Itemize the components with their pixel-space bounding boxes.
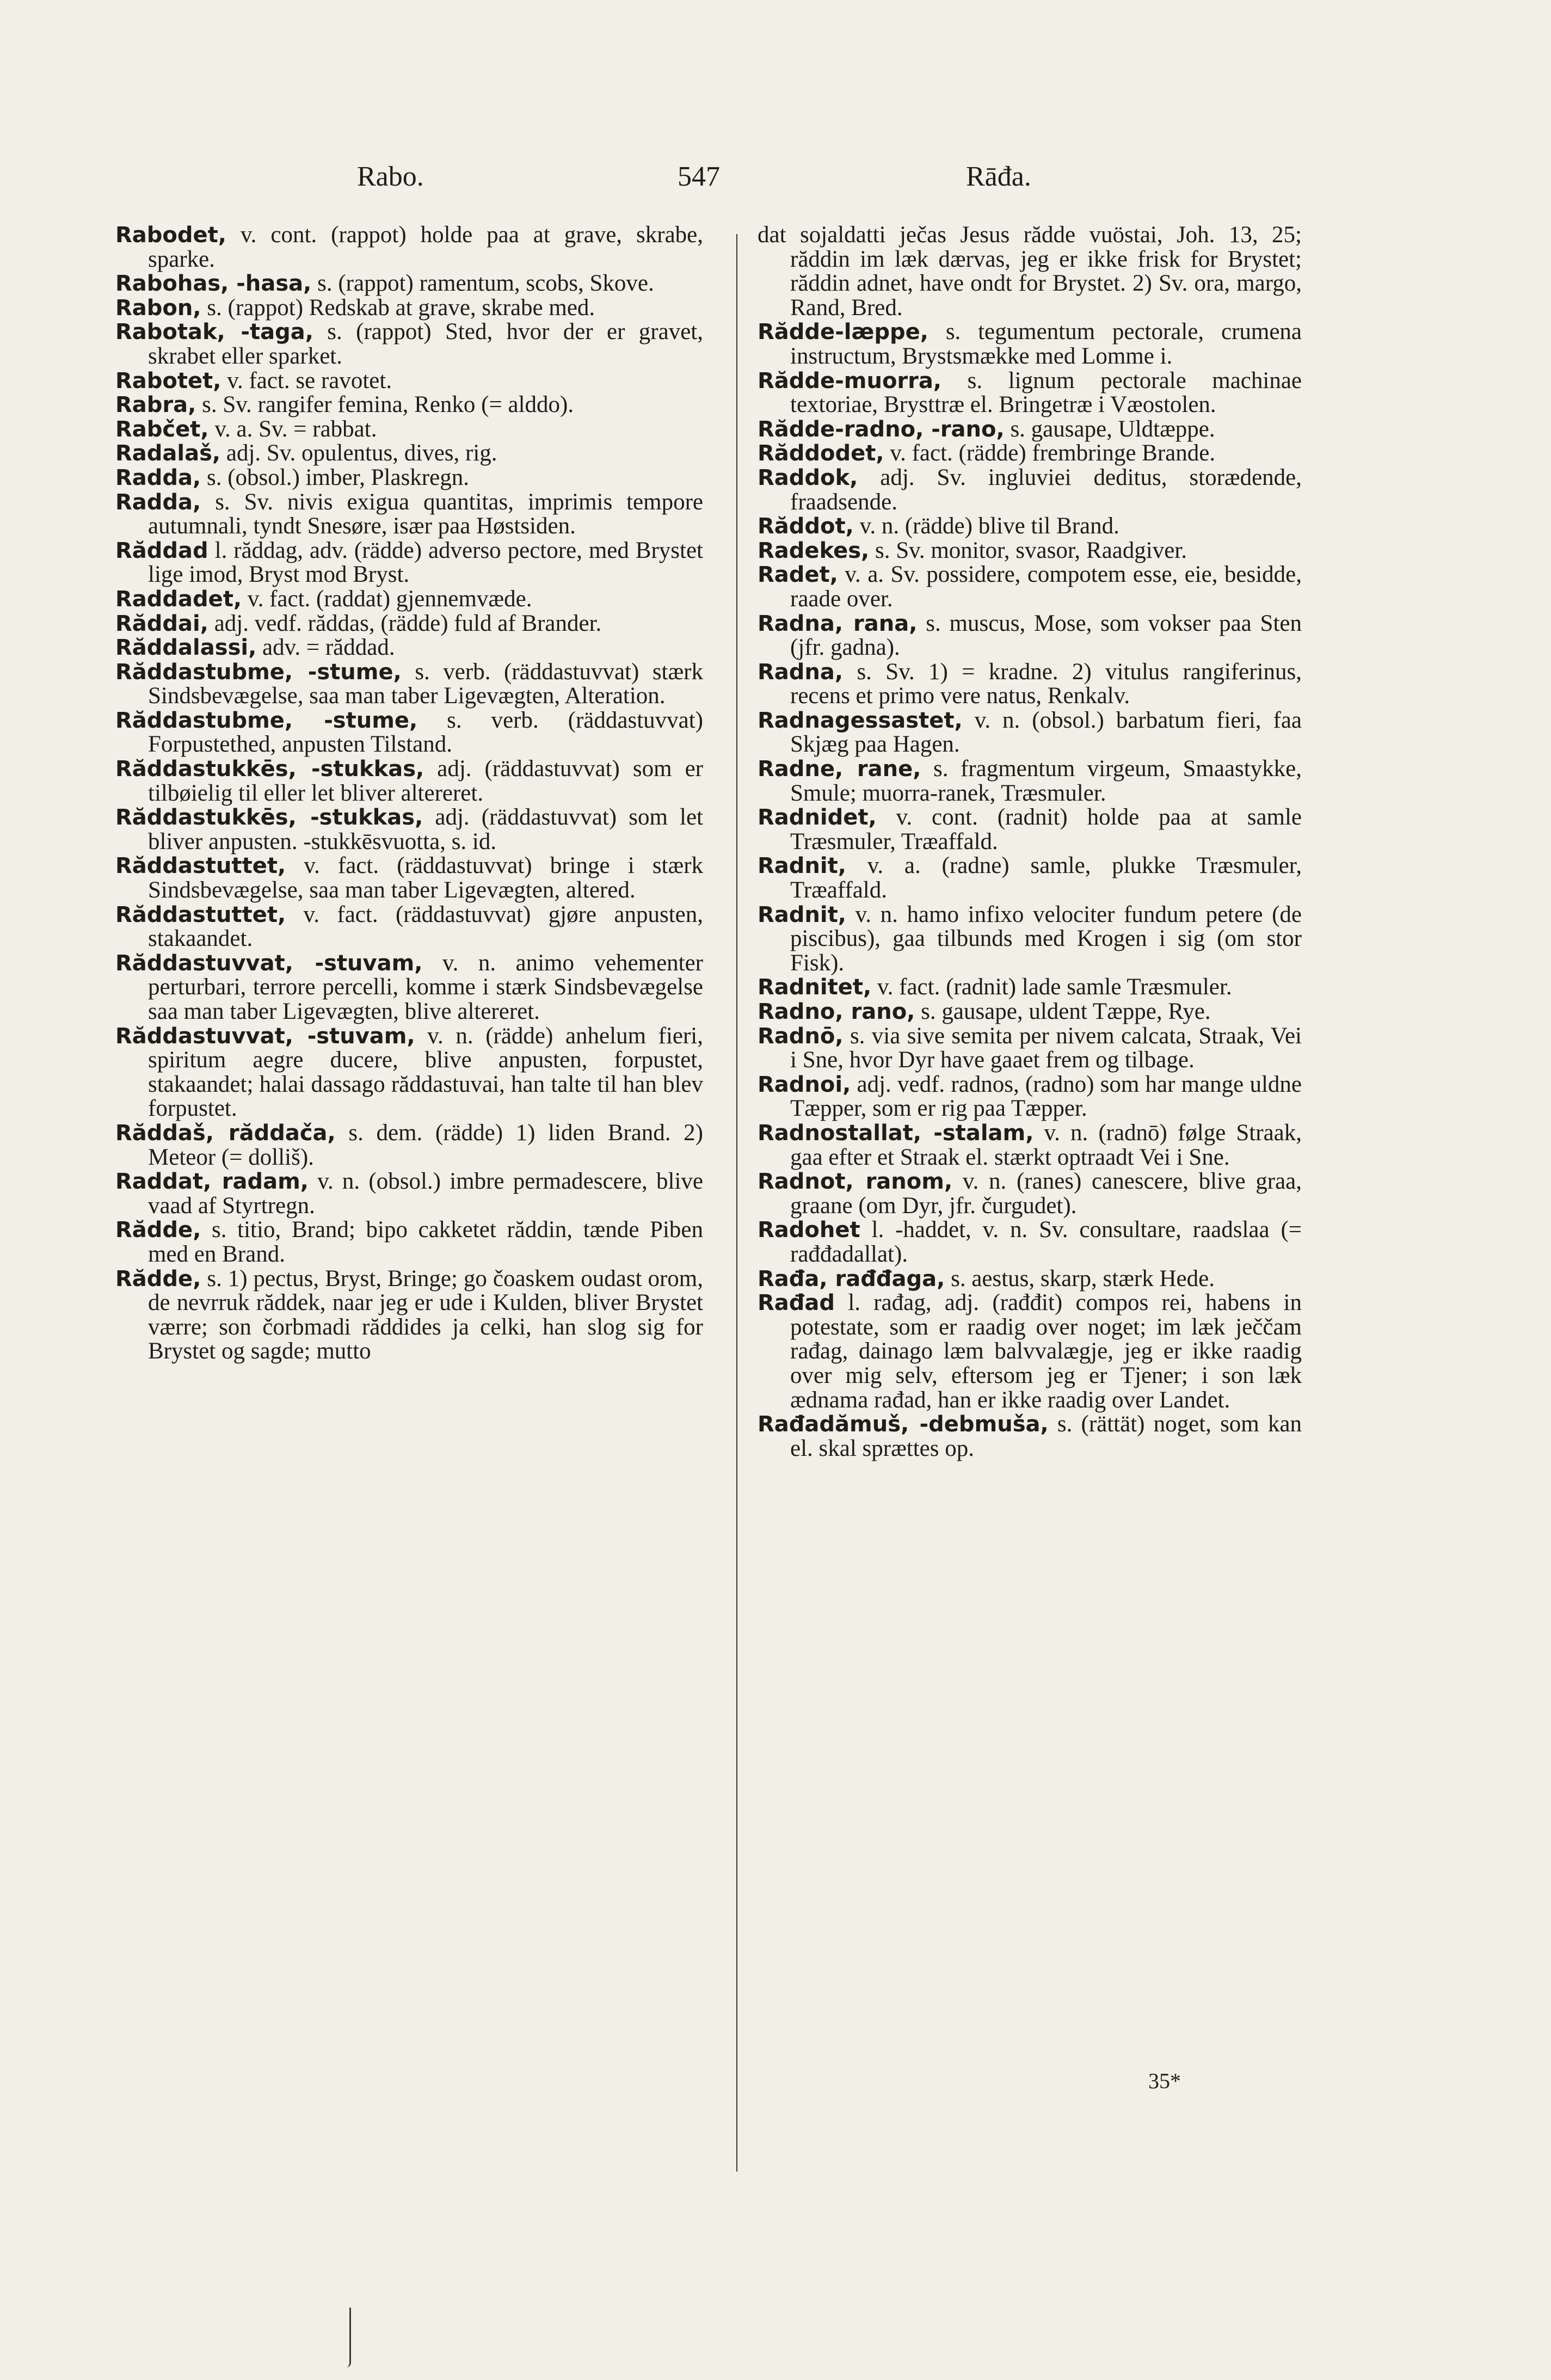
dictionary-entry <box>758 1412 1302 1461</box>
entry-definition: s. verb. (räddastuvvat) stærk Sindsbevægelse, saa man taber Ligevægten, Alteration. <box>148 659 704 709</box>
entry-headword: Rađadămuš, -debmuša, <box>758 1412 1049 1437</box>
entry-headword: Răddai, <box>115 611 208 636</box>
entry-headword: Răddastukkēs, -stukkas, <box>115 805 423 831</box>
entry-definition: s. titio, Brand; bipo cakketet răddin, tænde Piben med en Brand. <box>148 1217 703 1267</box>
entry-headword: Răddastukkēs, -stukkas, <box>115 757 424 782</box>
dictionary-entry <box>115 441 703 466</box>
dictionary-entry <box>115 1121 703 1170</box>
dictionary-entry <box>115 1024 703 1121</box>
dictionary-entry <box>115 417 703 442</box>
entry-headword: Rabra, <box>115 392 196 418</box>
entry-headword: Radnit, <box>758 902 846 927</box>
entry-headword: Raddadet, <box>115 586 242 612</box>
entry-definition: v. fact. (radnit) lade samle Træsmuler. <box>877 974 1232 1000</box>
dictionary-entry <box>758 1170 1302 1218</box>
entry-definition: s. verb. (räddastuvvat) Forpustethed, anpusten Tilstand. <box>148 707 704 758</box>
dictionary-entry <box>758 369 1302 417</box>
entry-definition: adj. vedf. răddas, (rädde) fuld af Brander. <box>214 610 602 636</box>
dictionary-entry <box>758 805 1302 854</box>
entry-definition: s. fragmentum virgeum, Smaastykke, Smule; muorra-ranek, Træsmuler. <box>790 756 1302 806</box>
dictionary-entry <box>115 466 703 490</box>
entry-headword: Radet, <box>758 562 838 588</box>
running-head-right: Rāđa. <box>966 161 1031 192</box>
dictionary-entry <box>115 1267 703 1364</box>
entry-definition: v. a. Sv. possidere, compotem esse, eie, besidde, raade over. <box>790 562 1302 612</box>
entry-definition: v. fact. (rädde) frembringe Brande. <box>890 440 1216 466</box>
entry-definition: s. lignum pectorale machinae textoriae, Brysttræ el. Bringetræ i Væostolen. <box>790 367 1302 418</box>
entry-definition: s. muscus, Mose, som vokser paa Sten (jfr. gadna). <box>790 610 1302 661</box>
dictionary-entry <box>115 320 703 368</box>
page-edge-mark <box>346 2308 351 2367</box>
entry-headword: Răddastubme, -stume, <box>115 659 402 685</box>
entry-headword: Rădde-radno, -rano, <box>758 416 1005 442</box>
entry-definition: s. dem. (rädde) 1) liden Brand. 2) Meteor (= dolliš). <box>148 1120 703 1170</box>
dictionary-entry <box>115 296 703 321</box>
entry-headword: Radda, <box>115 465 201 490</box>
entry-definition: s. (rättät) noget, som kan el. skal sprættes op. <box>790 1411 1302 1461</box>
dictionary-entry <box>115 660 703 709</box>
dictionary-entry <box>758 320 1302 368</box>
entry-definition: adj. (räddastuvvat) som er tilbøielig til eller let bliver altereret. <box>148 756 704 806</box>
entry-definition: v. cont. (radnit) holde paa at samle Træsmuler, Træaffald. <box>790 804 1302 854</box>
entry-definition: v. fact. (räddastuvvat) gjøre anpusten, stakaandet. <box>148 901 703 952</box>
entry-definition: s. tegumentum pectorale, crumena instructum, Brystsmække med Lomme i. <box>790 319 1302 369</box>
entry-definition: s. Sv. rangifer femina, Renko (= alddo). <box>202 392 574 418</box>
entry-definition: s. (rappot) ramentum, scobs, Skove. <box>317 270 654 297</box>
entry-headword: Radnit, <box>758 853 846 879</box>
entry-headword: Răddastuvvat, -stuvam, <box>115 950 423 976</box>
dictionary-entry <box>115 951 703 1024</box>
entry-headword: Radnitet, <box>758 975 872 1000</box>
entry-headword: Radne, rane, <box>758 757 921 782</box>
entry-headword: Radekes, <box>758 538 870 563</box>
left-column <box>115 223 703 1364</box>
entry-headword: Radnot, ranom, <box>758 1169 953 1195</box>
entry-headword: Rădde, <box>115 1217 201 1243</box>
entry-definition: l. -haddet, v. n. Sv. consultare, raadslaa (= rađđadallat). <box>790 1217 1302 1267</box>
dictionary-entry <box>115 903 703 951</box>
entry-definition: l. răddag, adv. (rädde) adverso pectore, med Brystet lige imod, Bryst mod Bryst. <box>148 537 703 588</box>
dictionary-entry <box>115 539 703 587</box>
dictionary-entry <box>115 587 703 612</box>
entry-definition: v. fact. (raddat) gjennemvæde. <box>247 586 532 612</box>
entry-definition: s. (obsol.) imber, Plaskregn. <box>207 464 469 490</box>
running-head-left: Rabo. <box>357 161 424 192</box>
dictionary-entry <box>758 660 1302 709</box>
entry-headword: Rabotak, -taga, <box>115 319 313 345</box>
entry-definition: v. fact. (räddastuvvat) bringe i stærk Sindsbevægelse, saa man taber Ligevægten, altered. <box>148 853 704 903</box>
dictionary-entry <box>758 1267 1302 1292</box>
entry-definition: adj. Sv. opulentus, dives, rig. <box>226 440 497 466</box>
dictionary-entry <box>115 709 703 757</box>
entry-headword: Răddastubme, -stume, <box>115 708 418 733</box>
entry-headword: Radnō, <box>758 1023 844 1049</box>
entry-headword: Rađa, rađđaga, <box>758 1266 945 1292</box>
entry-headword: Radno, rano, <box>758 999 915 1024</box>
entry-definition: dat sojaldatti ječas Jesus rădde vuöstai, Joh. 13, 25; răddin im læk dærvas, jeg er ikke frisk for Brystet; răddin adnet, have ondt for Brystet. 2) Sv. ora, margo, Rand, Bred. <box>758 222 1302 321</box>
dictionary-entry <box>758 514 1302 539</box>
entry-definition: v. n. (rädde) blive til Brand. <box>859 513 1119 539</box>
entry-headword: Rădde-muorra, <box>758 368 942 393</box>
entry-definition: v. n. (ranes) canescere, blive graa, graane (om Dyr, jfr. čurgudet). <box>790 1169 1302 1219</box>
entry-definition: v. fact. se ravotet. <box>227 367 392 393</box>
entry-definition: s. gausape, Uldtæppe. <box>1010 416 1215 442</box>
entry-definition: s. (rappot) Sted, hvor der er gravet, skrabet eller sparket. <box>148 319 703 369</box>
entry-headword: Radalaš, <box>115 441 221 466</box>
entry-definition: s. Sv. monitor, svasor, Raadgiver. <box>875 537 1187 563</box>
entry-headword: Radna, rana, <box>758 611 918 636</box>
dictionary-entry <box>115 757 703 805</box>
dictionary-entry <box>115 223 703 272</box>
entry-headword: Răddot, <box>758 514 854 539</box>
page-number: 547 <box>678 161 720 192</box>
entry-definition: s. 1) pectus, Bryst, Bringe; go čoaskem oudast orom, de nevrruk răddek, naar jeg er ude i Kulden, bliver Brystet værre; son čorbmadi răddides ja celki, han slog sig for Brystet og sagde; mutto <box>148 1265 703 1364</box>
entry-headword: Rabodet, <box>115 223 226 248</box>
dictionary-entry <box>758 441 1302 466</box>
dictionary-entry <box>115 490 703 539</box>
entry-headword: Raddok, <box>758 465 858 490</box>
entry-definition: v. a. Sv. = rabbat. <box>214 416 377 442</box>
dictionary-entry <box>115 636 703 660</box>
entry-headword: Radnoi, <box>758 1072 851 1097</box>
entry-definition: adv. = răddad. <box>262 635 395 661</box>
dictionary-entry <box>758 709 1302 757</box>
dictionary-entry <box>758 854 1302 902</box>
dictionary-entry <box>758 563 1302 611</box>
entry-headword: Radda, <box>115 489 201 515</box>
entry-headword: Răddastuvvat, -stuvam, <box>115 1023 415 1049</box>
entry-definition: v. n. hamo infixo velociter fundum petere (de piscibus), gaa tilbunds med Krogen i sig (om stor Fisk). <box>790 901 1302 976</box>
signature-mark: 35* <box>1148 2069 1181 2093</box>
entry-headword: Răddastuttet, <box>115 902 286 927</box>
entry-headword: Rađad <box>758 1290 835 1316</box>
dictionary-entry <box>758 466 1302 514</box>
entry-definition: v. n. (obsol.) barbatum fieri, faa Skjæg paa Hagen. <box>790 707 1302 758</box>
dictionary-entry <box>758 1073 1302 1121</box>
dictionary-entry <box>758 539 1302 563</box>
dictionary-entry <box>758 612 1302 660</box>
entry-headword: Rădde-læppe, <box>758 319 929 345</box>
dictionary-entry <box>758 1218 1302 1266</box>
entry-headword: Răddalassi, <box>115 635 257 661</box>
entry-headword: Radnagessastet, <box>758 708 963 733</box>
entry-definition: v. n. (rädde) anhelum fieri, spiritum aegre ducere, blive anpusten, forpustet, stakaandet; halai dassago răddastuvai, han talte til han blev forpustet. <box>148 1023 703 1122</box>
dictionary-entry <box>758 975 1302 1000</box>
right-column <box>758 223 1302 1461</box>
entry-headword: Răddodet, <box>758 441 884 466</box>
entry-headword: Rabotet, <box>115 368 221 393</box>
dictionary-entry <box>758 757 1302 805</box>
entry-headword: Rabčet, <box>115 416 209 442</box>
entry-definition: v. n. (radnō) følge Straak, gaa efter et Straak el. stærkt optraadt Vei i Sne. <box>790 1120 1302 1170</box>
entry-definition: v. a. (radne) samle, plukke Træsmuler, Træaffald. <box>790 853 1302 903</box>
entry-definition: s. Sv. nivis exigua quantitas, imprimis tempore autumnali, tyndt Snesøre, især paa Høstsiden. <box>148 489 703 539</box>
entry-definition: v. n. (obsol.) imbre permadescere, blive vaad af Styrtregn. <box>148 1169 704 1219</box>
dictionary-entry <box>115 612 703 636</box>
dictionary-entry <box>115 369 703 393</box>
dictionary-entry <box>115 1218 703 1266</box>
entry-headword: Rabohas, -hasa, <box>115 271 312 297</box>
dictionary-entry <box>758 1024 1302 1073</box>
entry-definition: s. Sv. 1) = kradne. 2) vitulus rangiferinus, recens et primo vere natus, Renkalv. <box>790 659 1302 709</box>
entry-definition: v. n. animo vehementer perturbari, terrore percelli, komme i stærk Sindsbevægelse saa man taber Ligevægten, blive altereret. <box>148 950 704 1024</box>
dictionary-entry <box>115 854 703 902</box>
entry-headword: Răddad <box>115 538 208 563</box>
entry-definition: adj. vedf. radnos, (radno) som har mange uldne Tæpper, som er rig paa Tæpper. <box>790 1071 1302 1122</box>
entry-headword: Radnostallat, -stalam, <box>758 1120 1034 1146</box>
dictionary-entry <box>115 1170 703 1218</box>
entry-headword: Răddastuttet, <box>115 853 286 879</box>
entry-definition: s. aestus, skarp, stærk Hede. <box>951 1265 1215 1292</box>
dictionary-entry <box>758 1000 1302 1024</box>
dictionary-entry <box>115 393 703 417</box>
entry-definition: s. gausape, uldent Tæppe, Rye. <box>921 999 1211 1024</box>
entry-definition: s. via sive semita per nivem calcata, Straak, Vei i Sne, hvor Dyr have gaaet frem og tilbage. <box>790 1023 1302 1073</box>
dictionary-entry <box>758 1121 1302 1170</box>
entry-headword: Raddat, radam, <box>115 1169 309 1195</box>
entry-headword: Rabon, <box>115 295 201 321</box>
entry-definition: v. cont. (rappot) holde paa at grave, skrabe, sparke. <box>148 222 703 272</box>
entry-definition: adj. (räddastuvvat) som let bliver anpusten. -stukkēsvuotta, s. id. <box>148 804 703 854</box>
entry-definition: adj. Sv. ingluviei deditus, storædende, fraadsende. <box>790 464 1302 515</box>
dictionary-entry <box>115 272 703 296</box>
dictionary-entry <box>758 223 1302 320</box>
entry-definition: s. (rappot) Redskab at grave, skrabe med. <box>207 294 595 321</box>
dictionary-entry <box>115 805 703 854</box>
dictionary-entry <box>758 903 1302 976</box>
entry-headword: Radohet <box>758 1217 860 1243</box>
entry-headword: Radnidet, <box>758 805 877 831</box>
column-divider <box>736 234 737 2172</box>
dictionary-entry <box>758 1291 1302 1412</box>
entry-definition: l. rađag, adj. (rađđit) compos rei, habens in potestate, som er raadig over noget; im læk ječčam rađag, dainago læm balvvalægje, jeg er ikke raadig over mig selv, eftersom jeg er Tjener; i son læk ædnama rađad, han er ikke raadig over Landet. <box>790 1290 1302 1413</box>
entry-headword: Rădde, <box>115 1266 201 1292</box>
entry-headword: Răddaš, răddača, <box>115 1120 336 1146</box>
dictionary-entry <box>758 417 1302 442</box>
entry-headword: Radna, <box>758 659 844 685</box>
